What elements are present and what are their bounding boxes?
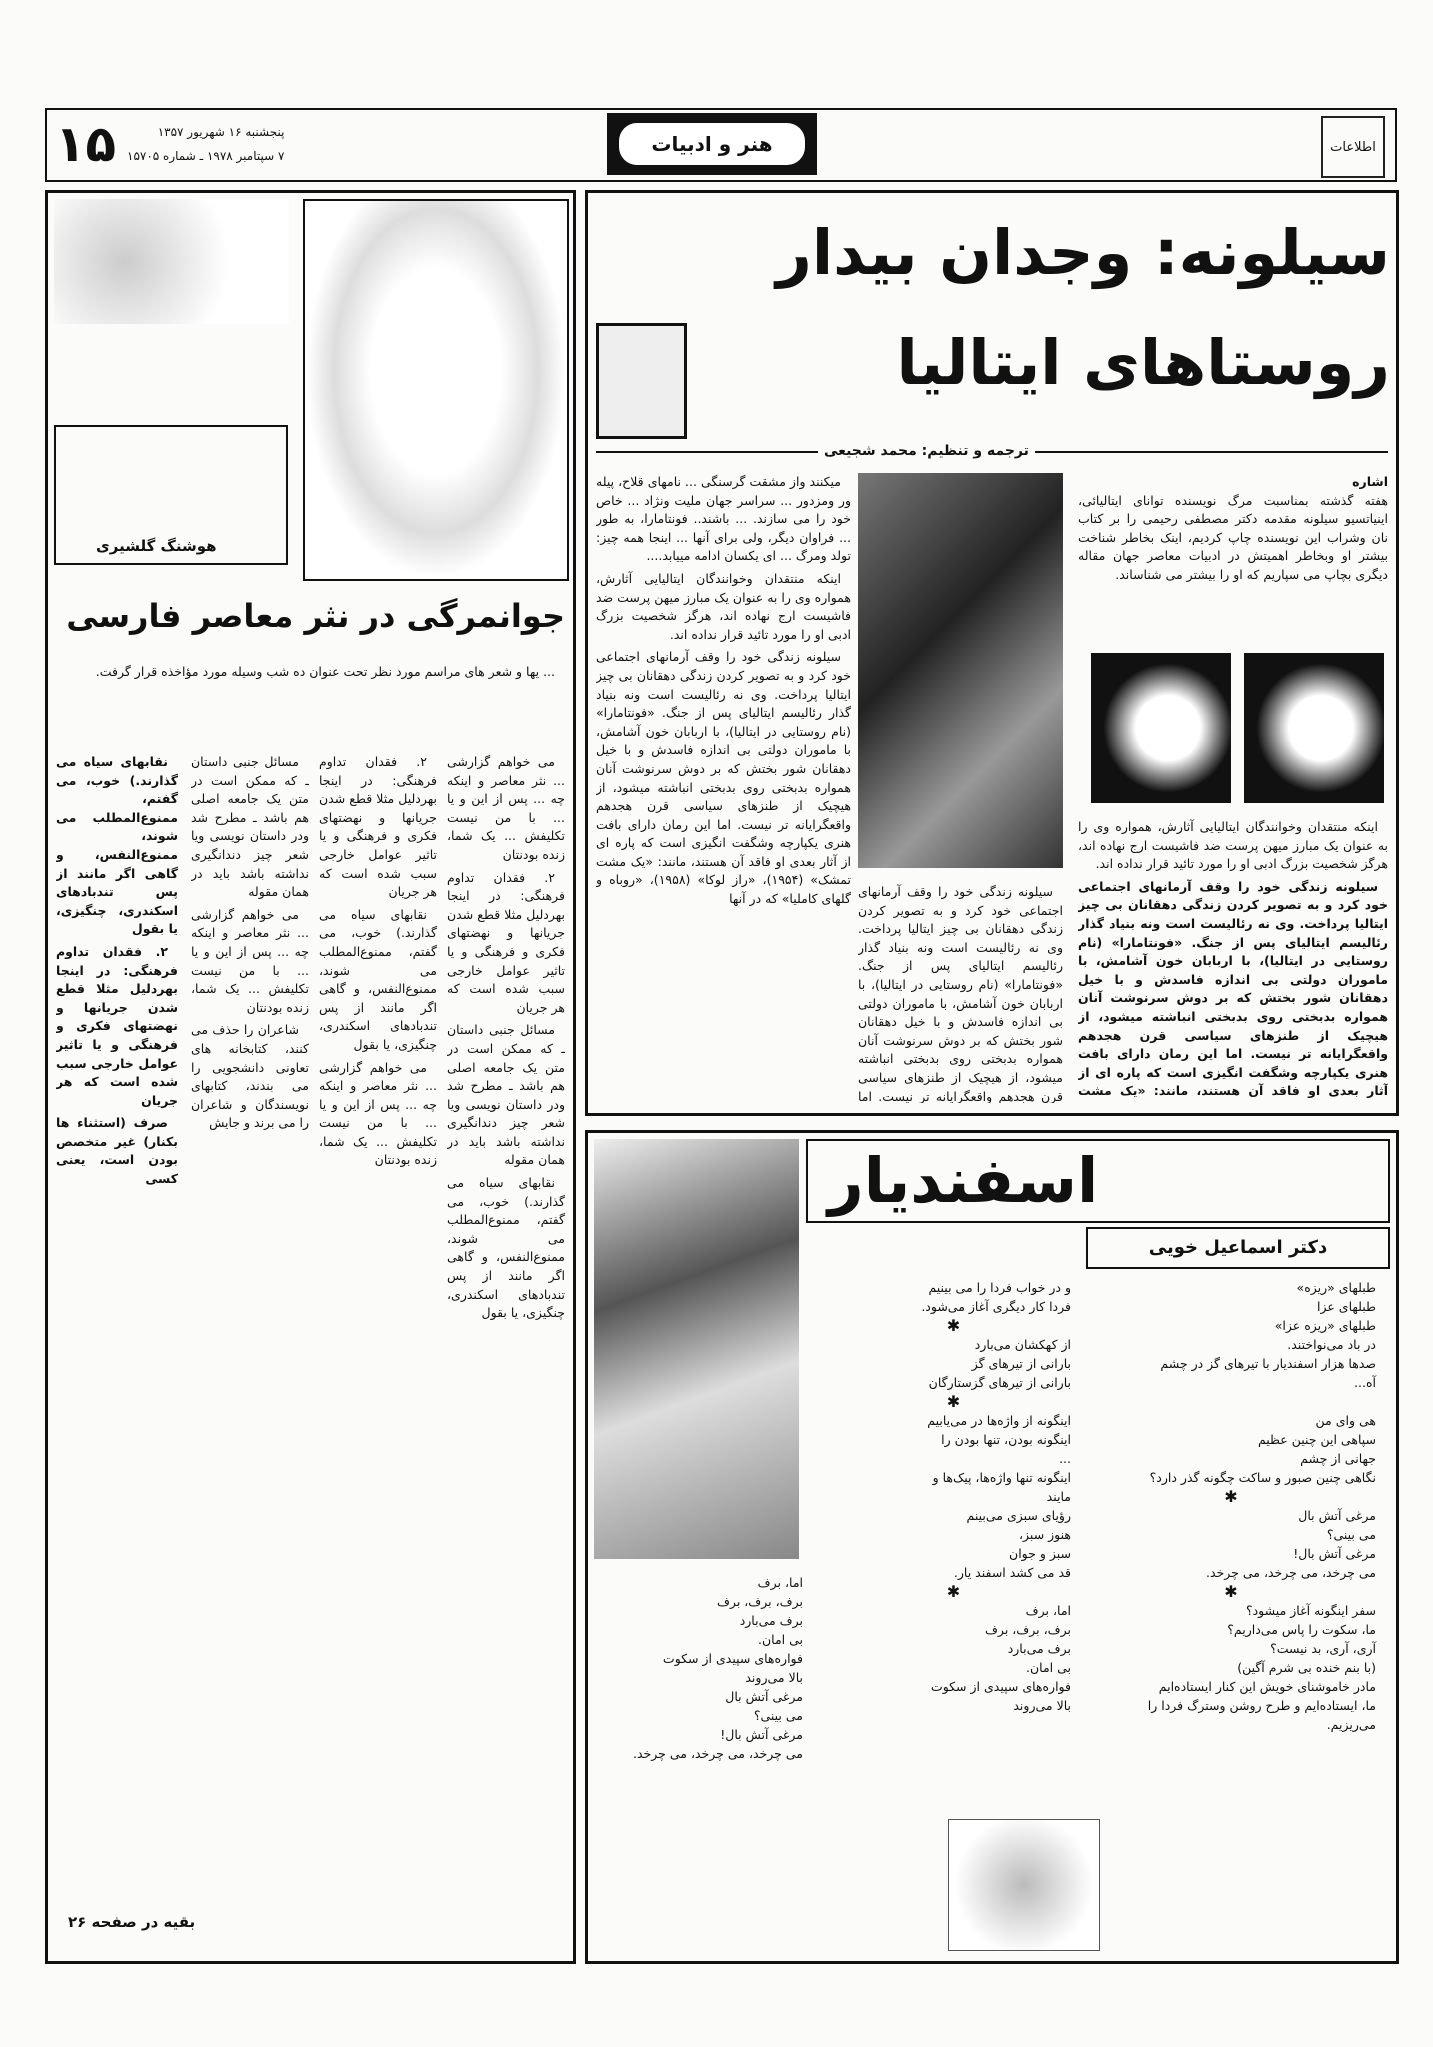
poem-title: اسفندیار [828,1144,1099,1217]
silone-photo-small [1091,653,1231,803]
headline-line2: روستاهای ایتالیا [896,326,1390,399]
poem-stanza: اما، برف برف، برف، برف برف می‌بارد بی امان. فواره‌های سپیدی از سکوت بالا می‌روند مرغی آتش بال می بینی؟ مرغی آتش بال! می چرخد، می چرخد، می چرخد. [633,1575,803,1761]
headline-line1: سیلونه: وجدان بیدار [776,216,1390,289]
author-box [54,425,288,565]
portrait-drawing [303,199,569,581]
section-title: هنر و ادبیات [619,123,805,165]
poem-stanza: و در خواب فردا را می بینیم فردا کار دیگری آغاز می‌شود. ✱ از کهکشان می‌بارد بارانی از تیرهای گز بارانی از تیرهای گزستارگان ✱ اینگونه از واژه‌ها در می‌یابیم اینگونه بودن، تنها بودن را ... اینگونه تنها واژه‌ها، پیک‌ها و مایند رؤیای سبزی می‌بینم هنوز سبز، سبز و جوان قد می کشد اسفند یار. ✱ اما، برف برف، برف، برف برف می‌بارد بی امان. فواره‌های سپیدی از سکوت بالا می‌روند [921,1280,1071,1713]
poem-stanza: طبلهای «ریزه» طبلهای عزا طبلهای «ریزه عزا» در باد می‌نواختند. صدها هزار اسفندیار با تیرهای گز در چشم آه... هی وای من سپاهی این چنین عظیم جهانی از چشم نگاهی چنین صبور و ساکت چگونه گذر دارد؟ ✱ مرغی آتش بال می بینی؟ مرغی آتش بال! می چرخد، می چرخد، می چرخد. ✱ سفر اینگونه آغاز میشود؟ ما، سکوت را پاس می‌داریم؟ آری، آری، بد نیست؟ (با بنم خنده بی شرم آگین) مادر خاموشنای خویش این کنار ایستاده‌ایم ما، ایستاده‌ایم و طرح روشن وسترگ فردا را می‌ریزیم. [1147,1280,1376,1732]
intro: اشاره هفته گذشته بمناسبت مرگ نویسنده توانای ایتالیائی، اینیاتسیو سیلونه مقدمه دکتر مصطفی رحیمی را بر کتاب نان وشراب این نویسنده چاپ کردیم، اینک بخاطر شناخت بیشتر او وبخاطر اهمیتش در ادبیات معاصر جهان مقاله دیگری بچاپ می سپاریم که او را بیشتر می شناساند. [1078,474,1388,582]
poet-name: دکتر اسماعیل خویی [1086,1227,1390,1269]
newspaper-logo: اطلاعات [1321,116,1385,178]
silone-photo-large [858,473,1063,868]
author-name: هوشنگ گلشیری [96,537,217,555]
silone-article [585,190,1399,1116]
cartoon [54,199,289,324]
lead-paragraph: ... یها و شعر های مراسم مورد نظر تحت عنوان ده شب وسیله مورد مؤاخذه قرار گرفت. [95,664,555,679]
article-column: مسائل جنبی داستان ـ که ممکن است در متن یک جامعه اصلی هم باشد ـ مطرح شد ودر داستان نویسی ویا شعر چیز دندانگیری نداشته باشد باید در همان مقوله می خواهم گزارشی ... نثر معاصر و اینکه چه ... پس از این و یا ... با من نیست تکلیفش ... یک شما، زنده بودنتان شاعران را حذف می کنند، کتابخانه های تعاونی دانشجویی را می بندند، کتابهای نویسندگان و شاعران را می برند و جایش [191,754,309,1131]
article-column: اینکه منتقدان وخوانندگان ایتالیایی آثارش، همواره وی را به عنوان یک مبارز میهن پرست ضد فاشیست ارج نهاده اند، هرگز شخصیت بزرگ ادبی او را مورد تائید قرار نداده اند. سیلونه زندگی خود را وقف آرمانهای اجتماعی خود کرد و به تصویر کردن زندگی دهقانان بی چیز ایتالیا پرداخت. وی نه رئالیست است ونه بنیاد گذار رئالیسم ایتالیای پس از جنگ. «فونتامارا» (نام روستایی در ایتالیا)، با اربابان خون آشامش، با ماموران دولتی بی اندازه فاسدش و با خیل دهقانان شور بختش که بر دوش سرنوشت آنان همواره بدبختی روی بدبختی انباشته میشود، از هیچیک از طنزهای سیاسی قرن هجدهم واقعگرایانه تر نیست. اما این رمان دارای بافت هنری یکپارچه وشگفت انگیزی است که پاره ای از آثار بعدی او فاقد آن هستند، مانند: «یک مشت [1078,819,1388,1099]
section-banner [607,113,817,175]
silone-portrait-sketch [596,323,687,439]
illustration [948,1819,1100,1951]
article-column: می خواهم گزارشی ... نثر معاصر و اینکه چه ... پس از این و یا ... با من نیست تکلیفش ... یک شما، زنده بودنتان ۲. فقدان تداوم فرهنگی: در اینجا بهردلیل مثلا قطع شدن جریانها و نهضتهای فکری و فرهنگی و یا تاثیر عوامل خارجی سبب شده است که هر جریان مسائل جنبی داستان ـ که ممکن است در متن یک جامعه اصلی هم باشد ـ مطرح شد ودر داستان نویسی ویا شعر چیز دندانگیری نداشته باشد باید در همان مقوله نقابهای سیاه می گذارند.) خوب، می گفتم، ممنوع‌المطلب می شوند، ممنوع‌النفس، و گاهی اگر مانند از پس تندبادهای اسکندری، چنگیزی، یا بقول [447,754,565,1321]
masthead [45,108,1397,182]
article-column: ۲. فقدان تداوم فرهنگی: در اینجا بهردلیل مثلا قطع شدن جریانها و نهضتهای فکری و فرهنگی و یا تاثیر عوامل خارجی سبب شده است که هر جریان نقابهای سیاه می گذارند.) خوب، می گفتم، ممنوع‌المطلب می شوند، ممنوع‌النفس، و گاهی اگر مانند از پس تندبادهای اسکندری، چنگیزی، یا بقول می خواهم گزارشی ... نثر معاصر و اینکه چه ... پس از این و یا ... با من نیست تکلیفش ... یک شما، زنده بودنتان [319,754,437,1168]
date-block: پنجشنبه ۱۶ شهریور ۱۳۵۷ ۷ سپتامبر ۱۹۷۸ ـ شماره ۱۵۷۰۵ [127,125,285,163]
poem-section [585,1130,1399,1964]
golshiri-article [45,190,576,1964]
continued-note: بقیه در صفحه ۲۶ [68,1913,196,1931]
poet-photo [594,1139,799,1559]
poem-title-box [806,1139,1390,1223]
silone-photo-small [1244,653,1384,803]
byline: ترجمه و تنظیم: محمد شجیعی [818,443,1035,459]
article-column: نقابهای سیاه می گذارند.) خوب، می گفتم، ممنوع‌المطلب می شوند، ممنوع‌النفس، و گاهی اگر مانند از پس تندبادهای اسکندری، چنگیزی، یا بقول ۲. فقدان تداوم فرهنگی: در اینجا بهردلیل مثلا قطع شدن جریانها و نهضتهای فکری و فرهنگی و یا تاثیر عوامل خارجی سبب شده است که هر جریان صرف (استثناء ها بکنار) غیر متخصص بودن است، یعنی کسی [56,754,178,1187]
page-number: ۱۵ [55,115,117,173]
article-column: سیلونه زندگی خود را وقف آرمانهای اجتماعی خود کرد و به تصویر کردن زندگی دهقانان بی چیز ایتالیا پرداخت. وی نه رئالیست است ونه بنیاد گذار رئالیسم ایتالیای پس از جنگ. «فونتامارا» (نام روستایی در ایتالیا)، با اربابان خون آشامش، با ماموران دولتی بی اندازه فاسدش و با خیل دهقانان شور بختش که بر دوش سرنوشت آنان همواره بدبختی روی بدبختی انباشته میشود، از هیچیک از طنزهای سیاسی قرن هجدهم واقعگرایانه تر نیست. اما [858,884,1063,1103]
article-column: میکنند واز مشقت گرسنگی ... نامهای قلاح، پیله ور ومزدور ... سراسر جهان ملیت ونژاد ... خاص خود را می سازند. ... باشند.. فونتامارا، به طور ... فراوان دیگر، ولی برای آنها ... اینجا همه چیز: تولد ومرگ ... ای یکسان ادامه مییابد.... اینکه منتقدان وخوانندگان ایتالیایی آثارش، همواره وی را به عنوان یک مبارز میهن پرست ضد فاشیست ارج نهاده اند، هرگز شخصیت بزرگ ادبی او را مورد تائید قرار نداده اند. سیلونه زندگی خود را وقف آرمانهای اجتماعی خود کرد و به تصویر کردن زندگی دهقانان بی چیز ایتالیا پرداخت. وی نه رئالیست است ونه بنیاد گذار رئالیسم ایتالیای پس از جنگ. «فونتامارا» (نام روستایی در ایتالیا)، با اربابان خون آشامش، با ماموران دولتی بی اندازه فاسدش و با خیل دهقانان شور بختش که بر دوش سرنوشت آنان همواره بدبختی روی بدبختی انباشته میشود، از هیچیک از طنزهای سیاسی قرن هجدهم واقعگرایانه تر نیست. اما این رمان دارای بافت هنری یکپارچه وشگفت انگیزی است که پاره ای از آثار بعدی او فاقد آن هستند، مانند: «یک مشت تمشک» (۱۹۵۴)، «راز لوکا» (۱۹۵۸)، «روباه و گلهای کاملیا» که در آنها [596,474,851,907]
headline: جوانمرگی در نثر معاصر فارسی [66,597,565,635]
